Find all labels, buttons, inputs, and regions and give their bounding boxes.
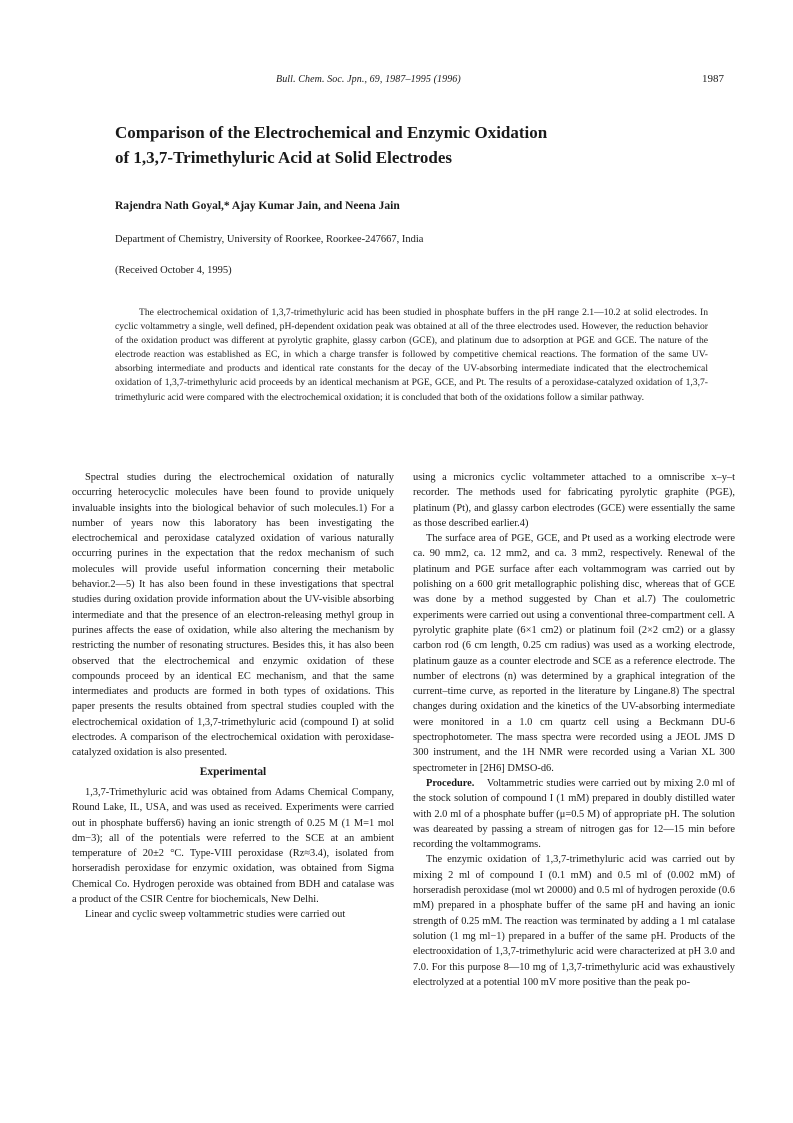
experimental-heading: Experimental <box>199 765 267 778</box>
body-column-left <box>72 470 394 923</box>
experimental-paragraph-2: Linear and cyclic sweep voltammetric studies were carried out <box>85 909 346 921</box>
affiliation: Department of Chemistry, University of Roorkee, Roorkee-247667, India <box>115 234 424 245</box>
page-number: 1987 <box>702 73 724 85</box>
procedure-label: Procedure. <box>426 777 475 789</box>
procedure-text: Voltammetric studies were carried out by mixing 2.0 ml of the stock solution of compound I (1 mM) prepared in doubly distilled water with 2.0 ml of a phosphate buffer (μ=0.5 M) of appropriate pH. The solution was deareated by passing a stream of nitrogen gas for 12—15 min before recording the voltammograms. <box>413 777 736 851</box>
running-head: Bull. Chem. Soc. Jpn., 69, 1987–1995 (1996) <box>276 74 461 85</box>
article-title <box>115 120 715 170</box>
continuation-paragraph: using a micronics cyclic voltammeter attached to a omniscribe x–y–t recorder. The methods used for fabricating pyrolytic graphite (PGE), platinum (Pt), and glassy carbon electrodes (GCE) were essentially the same as those described earlier.4) <box>413 472 735 529</box>
title-line-2: of 1,3,7-Trimethyluric Acid at Solid Electrodes <box>115 148 452 167</box>
surface-area-paragraph: The surface area of PGE, GCE, and Pt used as a working electrode were ca. 90 mm2, ca. 12 mm2, and ca. 3 mm2, respectively. Renewal of the platinum and PGE surface after each voltammogram was carried out by polishing on a 600 grit metallographic polishing disc, whereas that of GCE was done by a method suggested by Chan et al.7) The coulometric experiments were carried out using a conventional three-compartment cell. A pyrolytic graphite plate (6×1 cm2) or platinum foil (2×2 cm2) or a glassy carbon rod (6 cm length, 0.25 cm radius) was used as a working electrode, platinum gauze as a counter electrode and SCE as a reference electrode. The number of electrons (n) was determined by a graphical integration of the current–time curve, as reported in the literature by Lingane.8) The spectral changes during oxidation and the kinetics of the UV-absorbing intermediate were monitored in a 1.0 cm quartz cell using a Beckmann DU-6 spectrophotometer. The mass spectra were recorded using a JEOL JMS D 300 instrument, and the 1H NMR were recorded using a Varian XL 300 spectrometer in [2H6] DMSO-d6. <box>413 533 735 774</box>
author-list: Rajendra Nath Goyal,* Ajay Kumar Jain, and Neena Jain <box>115 200 400 212</box>
enzymic-oxidation-paragraph: The enzymic oxidation of 1,3,7-trimethyluric acid was carried out by mixing 2 ml of compound I (0.1 mM) and 0.5 ml of (0.002 mM) of horseradish peroxidase (mol wt 20000) and 0.5 ml of hydrogen peroxide (0.6 mM) prepared in a phosphate buffer of the same pH and having an ionic strength of 0.25 mM. The reaction was terminated by adding a 1 ml catalase solution (1 mg ml−1) prepared in a buffer of the same pH. Products of the electrooxidation of 1,3,7-trimethyluric acid were characterized at pH 3.0 and 7.0. For this purpose 8—10 mg of 1,3,7-trimethyluric acid was exhaustively electrolyzed at a potential 100 mV more positive than the peak po- <box>413 854 735 988</box>
title-line-1: Comparison of the Electrochemical and Enzymic Oxidation <box>115 123 548 142</box>
body-column-right <box>413 470 735 990</box>
received-date: (Received October 4, 1995) <box>115 265 232 276</box>
procedure-paragraph <box>413 776 735 852</box>
experimental-paragraph-1: 1,3,7-Trimethyluric acid was obtained from Adams Chemical Company, Round Lake, IL, USA, and was used as received. Experiments were carried out in phosphate buffers6) having an ionic strength of 0.25 M (1 M=1 mol dm−3); all of the potentials were referred to the SCE at an ambient temperature of 20±2 °C. Type-VIII peroxidase (Rz≈3.4), isolated from horseradish peroxidase for enzymic oxidation, was obtained from Sigma Chemical Co. Hydrogen peroxide was obtained from BDH and catalase was a product of the CSIR Centre for biochemicals, New Delhi. <box>72 786 394 906</box>
abstract: The electrochemical oxidation of 1,3,7-trimethyluric acid has been studied in phosphate buffers in the pH range 2.1—10.2 at solid electrodes. In cyclic voltammetry a single, well defined, pH-dependent oxidation peak was obtained at all of the three electrodes used. However, the reduction behavior of the oxidation product was different at pyrolytic graphite, glassy carbon (GCE), and platinum due to adsorption at PGE and GCE. The nature of the electrode reaction was established as EC, in which a charge transfer is followed by competitive chemical reactions. The formation of the same UV-absorbing intermediate and products and identical rate constants for the decay of the UV-absorbing intermediate indicated that the electrochemical oxidation of 1,3,7-trimethyluric acid proceeds by an identical mechanism at PGE, GCE, and Pt. The results of a peroxidase-catalyzed oxidation of 1,3,7-trimethyluric acid were compared with the electrochemical oxidation; it is concluded that both of the oxidations follow a similar pathway. <box>115 307 708 403</box>
intro-paragraph: Spectral studies during the electrochemical oxidation of naturally occurring heterocyclic molecules have been found to provide uniquely invaluable insights into the biological behavior of such molecules.1) For a number of years now this laboratory has been investigating the electrochemical and peroxidase catalyzed oxidation of various naturally occurring purines in the expectation that the redox mechanism of such molecules will provide useful information concerning their metabolic behavior.2—5) It has also been found in these investigations that spectral studies during oxidation provide information about the UV-visible absorbing intermediate and that the presence of an electron-releasing methyl group in purines affects the ease of oxidation, while also altering the mechanism by restricting the number of resonating structures. Besides this, it has also been observed that the electrochemical and enzymic oxidation of these compounds proceed by an identical EC mechanism, and that the same intermediates and products are formed in both types of oxidations. This paper presents the results obtained from spectral studies coupled with the electrochemical oxidation of 1,3,7-trimethyluric acid (compound I) at solid electrodes. A comparison of the electrochemical oxidation with peroxidase-catalyzed oxidation is also presented. <box>72 472 394 759</box>
